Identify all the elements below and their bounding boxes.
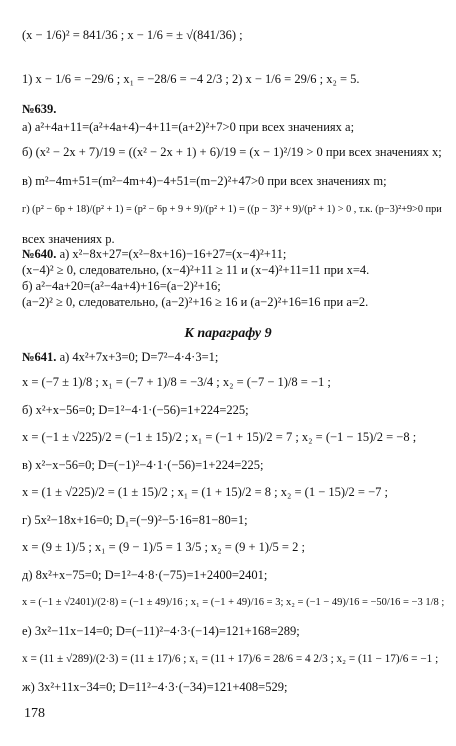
problem-part-text: а) x²−8x+27=(x²−8x+16)−16+27=(x−4)²+11; (59, 247, 287, 261)
problem-part: б) a²−4a+20=(a²−4a+4)+16=(a−2)²+16; (22, 279, 221, 293)
problem-number: №641. (22, 350, 57, 364)
problem-part: x = (−7 ± 1)/8 ; x₁ = (−7 + 1)/8 = −3/4 ; x₂ = (−7 − 1)/8 = −1 ; (22, 375, 331, 389)
problem-part: г) (p² − 6p + 18)/(p² + 1) = (p² − 6p + 9 + 9)/(p² + 1) = ((p − 3)² + 9)/(p² + 1) > 0 , т.к. (p−3)²+9>0 при (22, 204, 442, 215)
problem-part: всех значениях p. (22, 232, 115, 246)
problem-part: x = (1 ± √225)/2 = (1 ± 15)/2 ; x₁ = (1 + 15)/2 = 8 ; x₂ = (1 − 15)/2 = −7 ; (22, 485, 388, 499)
problem-part: д) 8x²+x−75=0; D=1²−4·8·(−75)=1+2400=2401; (22, 568, 268, 582)
problem-part: x = (−1 ± √225)/2 = (−1 ± 15)/2 ; x₁ = (−1 + 15)/2 = 7 ; x₂ = (−1 − 15)/2 = −8 ; (22, 430, 417, 444)
equation-line: (x − 1/6)² = 841/36 ; x − 1/6 = ± √(841/36) ; (22, 28, 243, 42)
problem-part (22, 350, 446, 364)
problem-part (22, 247, 446, 261)
problem-number: №640. (22, 247, 57, 261)
problem-part: е) 3x²−11x−14=0; D=(−11)²−4·3·(−14)=121+168=289; (22, 624, 300, 638)
page-number: 178 (24, 706, 45, 721)
problem-part: в) x²−x−56=0; D=(−1)²−4·1·(−56)=1+224=225; (22, 458, 264, 472)
problem-part: (x−4)² ≥ 0, следовательно, (x−4)²+11 ≥ 11 и (x−4)²+11=11 при x=4. (22, 263, 370, 277)
problem-part: x = (11 ± √289)/(2·3) = (11 ± 17)/6 ; x₁ = (11 + 17)/6 = 28/6 = 4 2/3 ; x₂ = (11 − 17)/6 = −1 ; (22, 653, 439, 665)
problem-part: б) x²+x−56=0; D=1²−4·1·(−56)=1+224=225; (22, 403, 249, 417)
equation-line: 1) x − 1/6 = −29/6 ; x₁ = −28/6 = −4 2/3 ; 2) x − 1/6 = 29/6 ; x₂ = 5. (22, 72, 360, 86)
problem-part: б) (x² − 2x + 7)/19 = ((x² − 2x + 1) + 6)/19 = (x − 1)²/19 > 0 при всех значениях x; (22, 145, 442, 159)
problem-part: x = (9 ± 1)/5 ; x₁ = (9 − 1)/5 = 1 3/5 ; x₂ = (9 + 1)/5 = 2 ; (22, 540, 305, 554)
problem-part: ж) 3x²+11x−34=0; D=11²−4·3·(−34)=121+408=529; (22, 680, 288, 694)
problem-part: г) 5x²−18x+16=0; D₁=(−9)²−5·16=81−80=1; (22, 513, 248, 527)
problem-part-text: а) 4x²+7x+3=0; D=7²−4·4·3=1; (59, 350, 219, 364)
problem-part: x = (−1 ± √2401)/(2·8) = (−1 ± 49)/16 ; x₁ = (−1 + 49)/16 = 3; x₂ = (−1 − 49)/16 = −50/16 = −3 1/8 ; (22, 597, 445, 608)
section-heading: К параграфу 9 (184, 326, 272, 341)
problem-number: №639. (22, 102, 57, 116)
problem-part: в) m²−4m+51=(m²−4m+4)−4+51=(m−2)²+47>0 при всех значениях m; (22, 174, 387, 188)
problem-part: а) a²+4a+11=(a²+4a+4)−4+11=(a+2)²+7>0 при всех значениях a; (22, 120, 355, 134)
problem-part: (a−2)² ≥ 0, следовательно, (a−2)²+16 ≥ 16 и (a−2)²+16=16 при a=2. (22, 295, 369, 309)
